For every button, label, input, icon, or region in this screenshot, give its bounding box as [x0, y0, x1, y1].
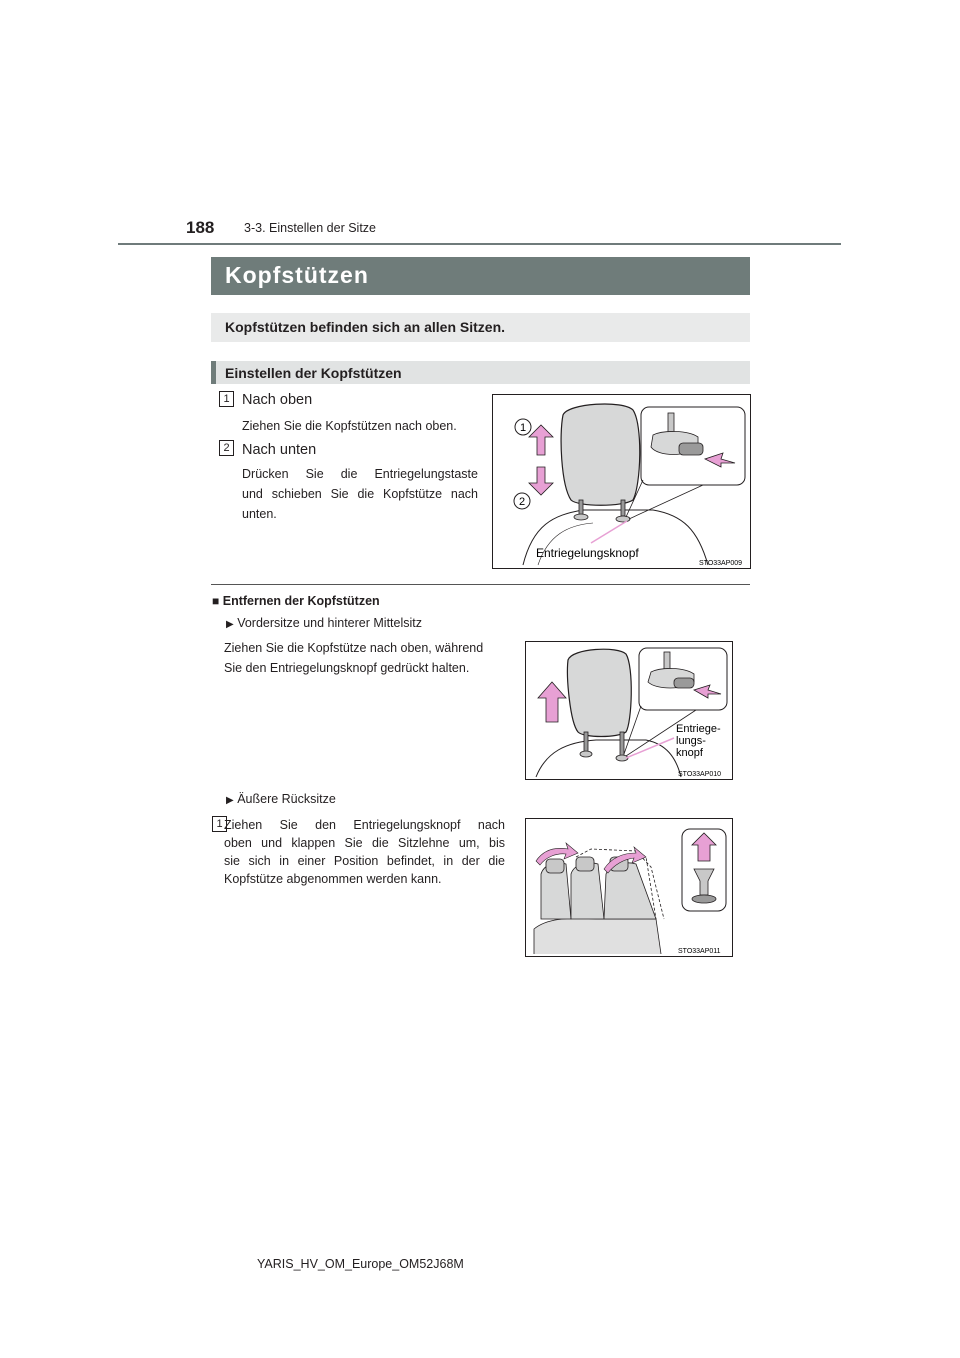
marker-1: 1 — [519, 422, 527, 434]
rear-seats-item — [226, 792, 336, 806]
figure-code: STO33AP010 — [678, 771, 722, 778]
release-button-label-line: Entriege- — [676, 723, 721, 735]
headrest-adjust-illustration — [493, 395, 750, 568]
step-title-1: Nach oben — [242, 392, 313, 408]
step-text-2-line: und schieben Sie die Kopfstütze nach — [242, 487, 478, 501]
figure-rear-seat-fold — [525, 818, 733, 957]
triangle-bullet-icon: ▶ — [226, 795, 234, 806]
figure-headrest-remove-front — [525, 641, 733, 780]
rear-text-line: oben und klappen Sie die Sitzlehne um, bis — [224, 836, 505, 850]
front-seats-label: Vordersitze und hinterer Mittelsitz — [237, 616, 422, 630]
step-badge-1: 1 — [219, 391, 234, 407]
header-rule — [118, 243, 841, 245]
release-button-label-line: knopf — [676, 747, 703, 759]
rear-seats-label: Äußere Rücksitze — [237, 792, 336, 806]
figure-code: STO33AP011 — [678, 948, 721, 955]
page-title: Kopfstützen — [225, 262, 369, 288]
section-heading: Einstellen der Kopfstützen — [225, 365, 402, 381]
removal-heading — [212, 594, 380, 608]
front-text-line: Sie den Entriegelungsknopf gedrückt halten. — [224, 661, 470, 675]
step-text-2-line: unten. — [242, 507, 277, 521]
figure-headrest-adjust — [492, 394, 751, 569]
section-divider — [211, 584, 750, 585]
title-bar — [211, 257, 750, 295]
arrow-up-icon — [538, 682, 566, 722]
rear-text-line: Kopfstütze abgenommen werden kann. — [224, 872, 442, 886]
marker-2: 2 — [518, 496, 526, 508]
front-seats-text — [224, 638, 514, 678]
step-text-2 — [242, 464, 478, 524]
release-button-label-line: lungs- — [676, 735, 706, 747]
step-badge-2: 2 — [219, 440, 234, 456]
release-button-label: Entriegelungsknopf — [536, 546, 639, 560]
square-bullet-icon: ■ — [212, 594, 220, 608]
removal-title: Entfernen der Kopfstützen — [222, 594, 380, 608]
arrow-down-icon — [529, 467, 553, 495]
rear-step-badge: 1 — [212, 816, 227, 832]
rear-seat-fold-illustration — [526, 819, 732, 956]
section-heading-bar — [211, 361, 750, 384]
front-text-line: Ziehen Sie die Kopfstütze nach oben, während — [224, 641, 484, 655]
triangle-bullet-icon: ▶ — [226, 619, 234, 630]
arrow-up-icon — [529, 425, 553, 455]
front-seats-item — [226, 616, 422, 630]
intro-bar — [211, 313, 750, 342]
figure-code: STO33AP009 — [699, 560, 743, 567]
rear-text-line: Ziehen Sie den Entriegelungsknopf nach — [224, 818, 505, 832]
page-number: 188 — [186, 218, 215, 237]
headrest-remove-front-illustration — [526, 642, 732, 779]
step-title-2: Nach unten — [242, 442, 317, 458]
chapter-title: 3-3. Einstellen der Sitze — [244, 221, 377, 235]
footer-doc-id: YARIS_HV_OM_Europe_OM52J68M — [257, 1257, 464, 1271]
step-text-2-line: Drücken Sie die Entriegelungstaste — [242, 467, 478, 481]
rear-seats-text — [224, 816, 505, 888]
rear-text-line: sie sich in einer Position befindet, in der die — [224, 854, 505, 868]
step-text-1: Ziehen Sie die Kopfstützen nach oben. — [242, 419, 457, 433]
intro-text: Kopfstützen befinden sich an allen Sitzen. — [225, 319, 506, 335]
